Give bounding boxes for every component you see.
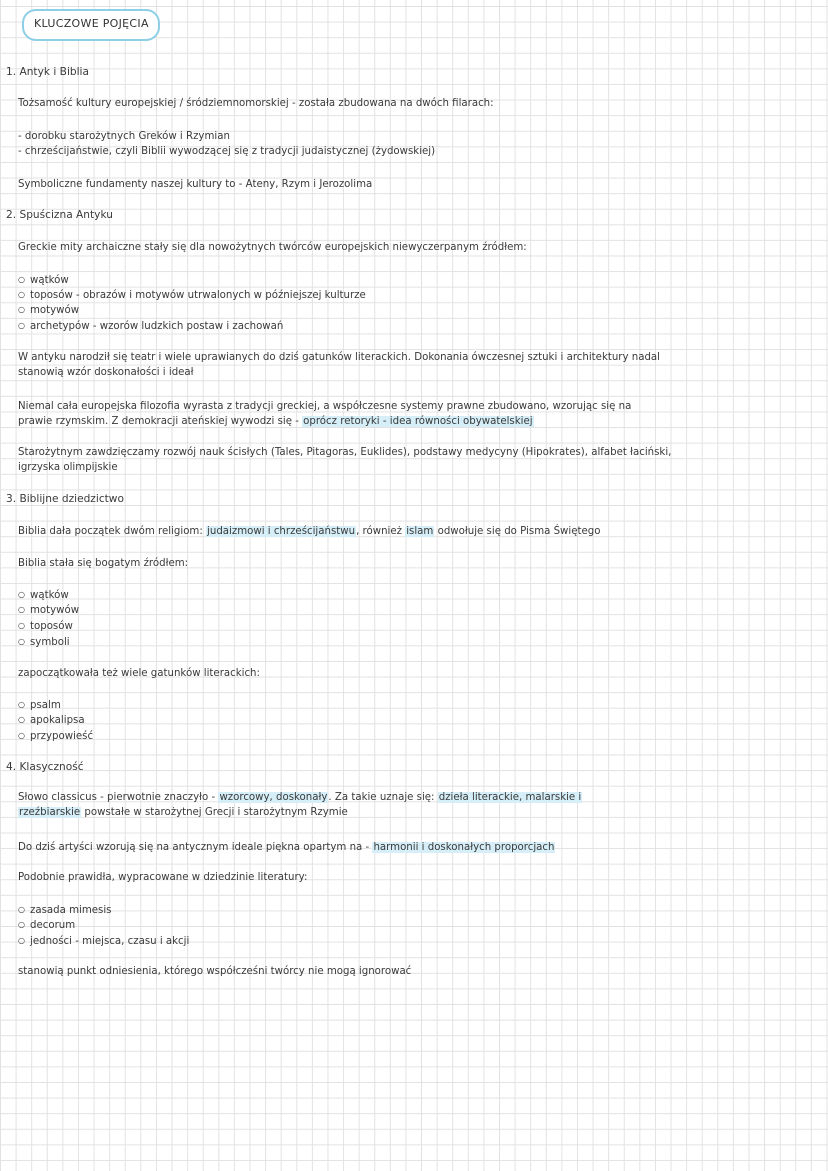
- text: igrzyska olimpijskie: [18, 462, 118, 473]
- bullet-icon: ○: [18, 275, 25, 284]
- note-line: [18, 400, 631, 413]
- highlighted-text: islam: [406, 526, 434, 537]
- text: apokalipsa: [30, 715, 85, 726]
- text: toposów - obrazów i motywów utrwalonych w późniejszej kulturze: [30, 290, 366, 301]
- text: Biblia stała się bogatym źródłem:: [18, 558, 189, 569]
- text: Greckie mity archaiczne stały się dla nowożytnych twórców europejskich niewyczerpanym źródłem:: [18, 242, 527, 253]
- note-line: [18, 178, 372, 191]
- highlighted-text: wzorcowy, doskonały: [219, 792, 328, 803]
- text: 4. Klasyczność: [6, 761, 84, 773]
- text: 3. Biblijne dziedzictwo: [6, 493, 124, 505]
- note-line: [18, 97, 494, 110]
- list-item: [18, 303, 79, 317]
- note-line: [18, 415, 534, 428]
- list-item: [18, 698, 61, 712]
- text: archetypów - wzorów ludzkich postaw i zachowań: [30, 321, 284, 332]
- text: Biblia dała początek dwóm religiom:: [18, 526, 207, 537]
- list-item: [18, 713, 85, 727]
- note-line: [18, 366, 194, 379]
- text: Do dziś artyści wzorują się na antycznym ideale piękna opartym na -: [18, 842, 373, 853]
- bullet-icon: ○: [18, 731, 25, 740]
- list-item: [18, 934, 189, 948]
- text: psalm: [30, 700, 61, 711]
- title-cloud: [22, 9, 160, 41]
- section-heading: [6, 209, 113, 222]
- list-item: [18, 603, 79, 617]
- bullet-icon: ○: [18, 605, 25, 614]
- note-line: [18, 791, 582, 804]
- section-heading: [6, 66, 89, 79]
- text: 1. Antyk i Biblia: [6, 66, 89, 78]
- highlighted-text: oprócz retoryki - idea równości obywatelskiej: [303, 416, 533, 427]
- text: zapoczątkowała też wiele gatunków literackich:: [18, 668, 260, 679]
- note-line: [18, 871, 307, 884]
- text: wątków: [30, 590, 69, 601]
- bullet-icon: ○: [18, 715, 25, 724]
- list-item: [18, 588, 69, 602]
- page-title: KLUCZOWE POJĘCIA: [34, 17, 149, 30]
- text: odwołuje się do Pisma Świętego: [434, 526, 601, 537]
- bullet-icon: ○: [18, 700, 25, 709]
- text: - chrześcijaństwie, czyli Biblii wywodzącej się z tradycji judaistycznej (żydowskiej): [18, 146, 436, 157]
- text: Podobnie prawidła, wypracowane w dziedzinie literatury:: [18, 872, 308, 883]
- text: , również: [356, 526, 406, 537]
- list-item: [18, 635, 70, 649]
- note-line: [18, 241, 527, 254]
- section-heading: [6, 493, 124, 506]
- text: motywów: [30, 305, 80, 316]
- list-item: [18, 319, 283, 333]
- list-item: [18, 918, 75, 932]
- note-line: [18, 446, 671, 459]
- bullet-icon: ○: [18, 590, 25, 599]
- note-line: [18, 667, 260, 680]
- highlighted-text: dzieła literackie, malarskie i: [438, 792, 582, 803]
- text: jedności - miejsca, czasu i akcji: [30, 936, 190, 947]
- note-line: [18, 557, 188, 570]
- bullet-icon: ○: [18, 637, 25, 646]
- text: powstałe w starożytnej Grecji i starożytnym Rzymie: [81, 807, 348, 818]
- note-line: [18, 351, 660, 364]
- list-item: [18, 288, 366, 302]
- section-heading: [6, 761, 84, 774]
- text: prawie rzymskim. Z demokracji ateńskiej wywodzi się -: [18, 416, 303, 427]
- bullet-icon: ○: [18, 290, 25, 299]
- text: stanowią punkt odniesienia, którego współcześni twórcy nie mogą ignorować: [18, 966, 412, 977]
- list-item: [18, 619, 73, 633]
- note-line: [18, 841, 555, 854]
- text: zasada mimesis: [30, 905, 112, 916]
- note-line: [18, 130, 230, 143]
- text: wątków: [30, 275, 69, 286]
- note-line: [18, 461, 118, 474]
- text: Symboliczne fundamenty naszej kultury to - Ateny, Rzym i Jerozolima: [18, 179, 373, 190]
- text: 2. Spuścizna Antyku: [6, 209, 113, 221]
- text: przypowieść: [30, 731, 94, 742]
- text: W antyku narodził się teatr i wiele uprawianych do dziś gatunków literackich. Dokonania ówczesnej sztuki i architektury nadal: [18, 352, 660, 363]
- text: . Za takie uznaje się:: [328, 792, 438, 803]
- text: decorum: [30, 920, 76, 931]
- text: Tożsamość kultury europejskiej / śródziemnomorskiej - została zbudowana na dwóch filarach:: [18, 98, 494, 109]
- note-line: [18, 965, 411, 978]
- bullet-icon: ○: [18, 936, 25, 945]
- list-item: [18, 273, 69, 287]
- text: - dorobku starożytnych Greków i Rzymian: [18, 131, 230, 142]
- bullet-icon: ○: [18, 305, 25, 314]
- bullet-icon: ○: [18, 621, 25, 630]
- highlighted-text: judaizmowi i chrześcijaństwu: [207, 526, 356, 537]
- list-item: [18, 729, 93, 743]
- highlighted-text: harmonii i doskonałych proporcjach: [373, 842, 555, 853]
- text: stanowią wzór doskonałości i ideał: [18, 367, 194, 378]
- highlighted-text: rzeźbiarskie: [19, 807, 81, 818]
- text: Niemal cała europejska filozofia wyrasta z tradycji greckiej, a współczesne systemy prawne zbudowano, wzorując się na: [18, 401, 632, 412]
- text: symboli: [30, 637, 70, 648]
- note-line: [18, 525, 600, 538]
- bullet-icon: ○: [18, 920, 25, 929]
- note-line: [18, 145, 435, 158]
- bullet-icon: ○: [18, 321, 25, 330]
- text: toposów: [30, 621, 73, 632]
- list-item: [18, 903, 111, 917]
- text: Starożytnym zawdzięczamy rozwój nauk ścisłych (Tales, Pitagoras, Euklides), podstawy medycyny (Hipokrates), alfabet łaciński,: [18, 447, 672, 458]
- text: motywów: [30, 605, 80, 616]
- text: Słowo classicus - pierwotnie znaczyło -: [18, 792, 219, 803]
- note-line: [18, 806, 348, 819]
- bullet-icon: ○: [18, 905, 25, 914]
